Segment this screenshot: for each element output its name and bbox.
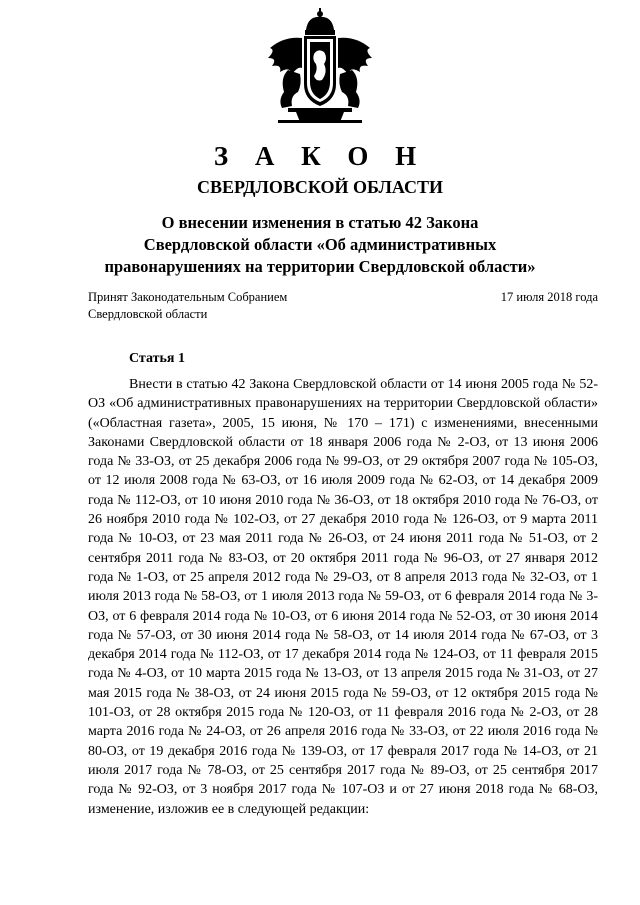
- article-heading: Статья 1: [129, 351, 185, 366]
- region-name: СВЕРДЛОВСКОЙ ОБЛАСТИ: [197, 177, 443, 197]
- adopted-by-line: Свердловской области: [88, 307, 208, 321]
- subject-line: О внесении изменения в статью 42 Закона: [161, 213, 479, 232]
- adopted-by: [88, 289, 287, 323]
- law-subject: [90, 212, 550, 278]
- law-title: З А К О Н: [213, 141, 427, 171]
- article-body: Внести в статью 42 Закона Свердловской области от 14 июня 2005 года № 52-ОЗ «Об административных правонарушениях на территории Свердловской области» («Областная газета», 2005, 15 июня, № 170 – 171) с изменениями, внесенными Законами Свердловской области от 18 января 2006 года № 2-ОЗ, от 13 июня 2006 года № 33-ОЗ, от 25 декабря 2006 года № 99-ОЗ, от 29 октября 2007 года № 105-ОЗ, от 12 июля 2008 года № 63-ОЗ, от 16 июля 2009 года № 62-ОЗ, от 14 декабря 2009 года № 112-ОЗ, от 10 июня 2010 года № 36-ОЗ, от 18 октября 2010 года № 76-ОЗ, от 26 ноября 2010 года № 102-ОЗ, от 27 декабря 2010 года № 126-ОЗ, от 9 марта 2011 года № 10-ОЗ, от 23 мая 2011 года № 26-ОЗ, от 24 июня 2011 года № 51-ОЗ, от 2 сентября 2011 года № 83-ОЗ, от 20 октября 2011 года № 96-ОЗ, от 27 января 2012 года № 1-ОЗ, от 25 апреля 2012 года № 29-ОЗ, от 8 апреля 2013 года № 32-ОЗ, от 1 июля 2013 года № 58-ОЗ, от 1 июля 2013 года № 59-ОЗ, от 6 февраля 2014 года № 3-ОЗ, от 6 февраля 2014 года № 10-ОЗ, от 6 июня 2014 года № 52-ОЗ, от 30 июня 2014 года № 57-ОЗ, от 30 июня 2014 года № 58-ОЗ, от 14 июля 2014 года № 67-ОЗ, от 3 декабря 2014 года № 112-ОЗ, от 17 декабря 2014 года № 124-ОЗ, от 11 февраля 2015 года № 4-ОЗ, от 10 марта 2015 года № 13-ОЗ, от 13 апреля 2015 года № 31-ОЗ, от 27 мая 2015 года № 38-ОЗ, от 24 июня 2015 года № 59-ОЗ, от 12 октября 2015 года № 101-ОЗ, от 28 октября 2015 года № 120-ОЗ, от 11 февраля 2016 года № 2-ОЗ, от 28 марта 2016 года № 24-ОЗ, от 26 апреля 2016 года № 33-ОЗ, от 22 июля 2016 года № 80-ОЗ, от 19 декабря 2016 года № 139-ОЗ, от 17 февраля 2017 года № 14-ОЗ, от 21 июля 2017 года № 78-ОЗ, от 25 сентября 2017 года № 89-ОЗ, от 25 сентября 2017 года № 92-ОЗ, от 3 ноября 2017 года № 107-ОЗ и от 27 июня 2018 года № 68-ОЗ, изменение, изложив ее в следующей редакции:: [88, 377, 598, 817]
- subject-line: Свердловской области «Об административных: [143, 235, 497, 254]
- coat-of-arms-icon: [258, 8, 382, 126]
- subject-line: правонарушениях на территории Свердловской области»: [104, 257, 536, 276]
- adopted-date: 17 июля 2018 года: [500, 290, 598, 304]
- adopted-by-line: Принят Законодательным Собранием: [88, 290, 288, 304]
